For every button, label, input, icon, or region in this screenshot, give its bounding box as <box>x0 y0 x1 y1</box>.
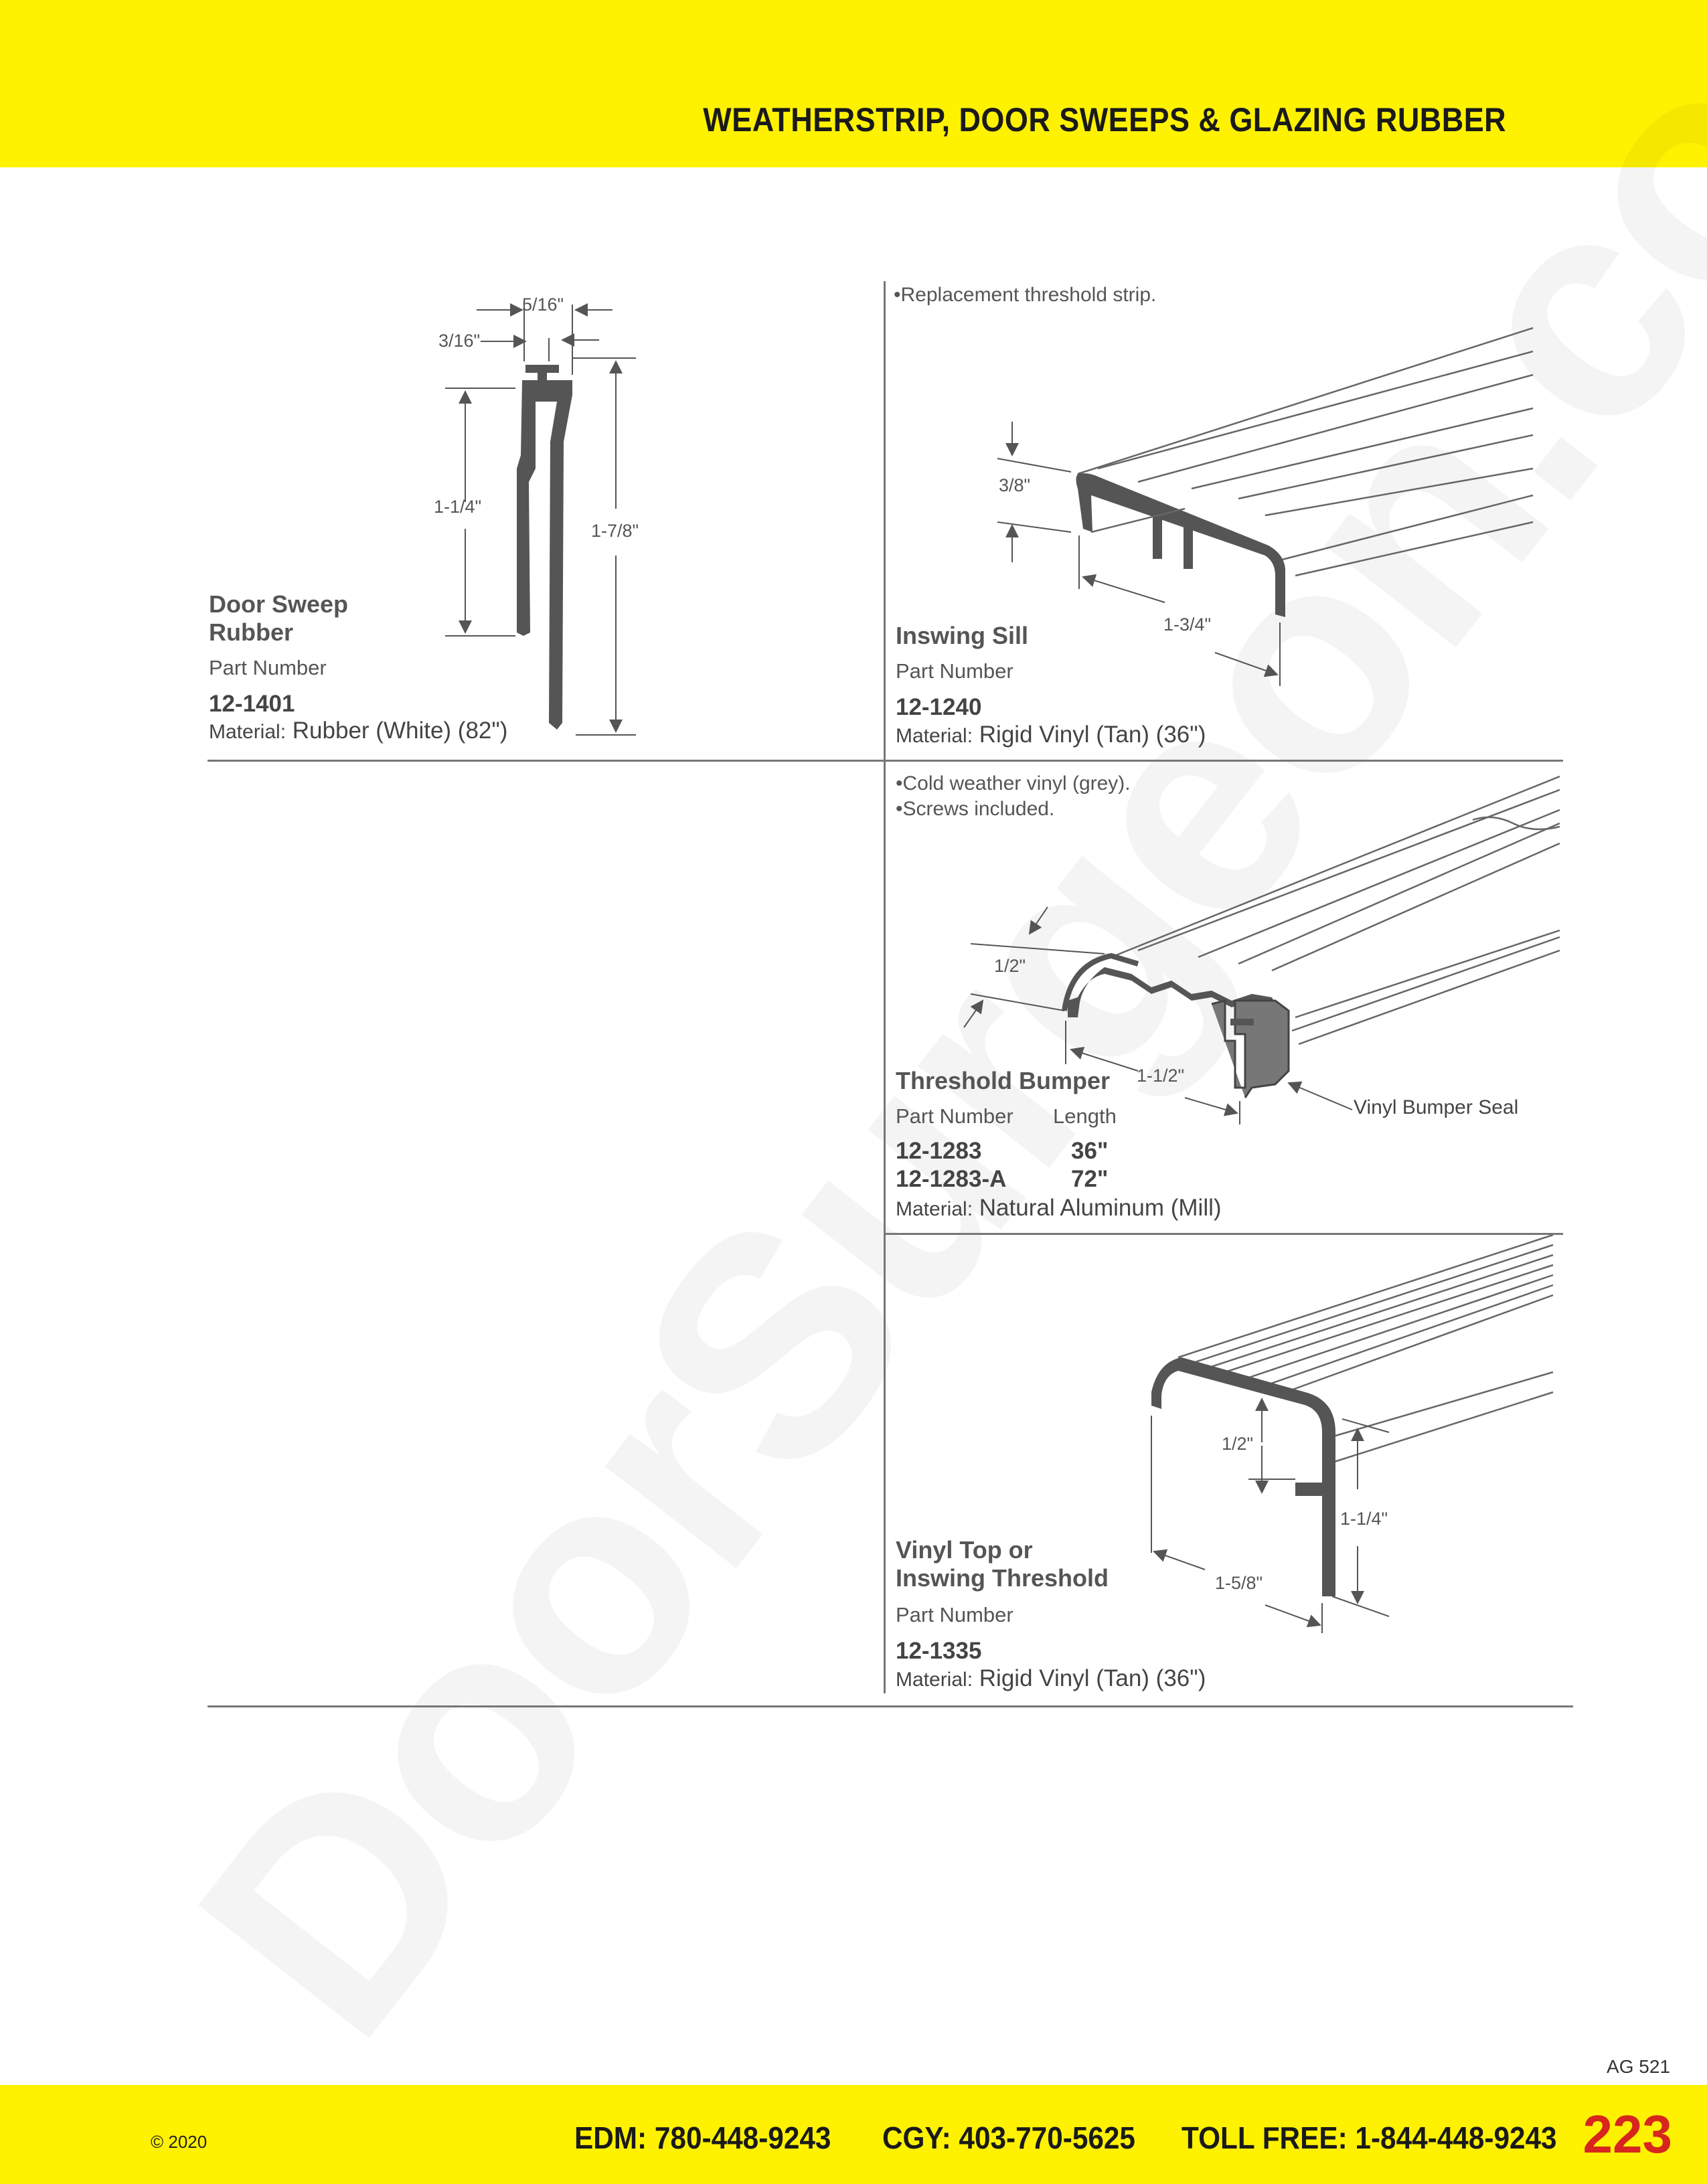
inswing-sill-part-number: 12-1240 <box>896 694 982 720</box>
copyright: © 2020 <box>151 2132 208 2152</box>
dim-3-16: 3/16" <box>438 331 481 351</box>
door-sweep-name-1: Door Sweep <box>209 590 349 618</box>
page-number: 223 <box>1582 2104 1672 2164</box>
vinyl-top-material: Material: Rigid Vinyl (Tan) (36") <box>896 1665 1206 1691</box>
threshold-bumper-part-label: Part Number <box>896 1104 1013 1128</box>
phone-cgy: CGY: 403-770-5625 <box>882 2120 1135 2155</box>
dim-5-16: 5/16" <box>522 295 564 315</box>
door-sweep-material: Material: Rubber (White) (82") <box>209 718 508 744</box>
vinyl-top-part-label: Part Number <box>896 1603 1013 1626</box>
catalog-code: AG 521 <box>1607 2056 1670 2077</box>
dim-1-3-4: 1-3/4" <box>1163 614 1212 635</box>
door-sweep-part-label: Part Number <box>209 656 327 679</box>
threshold-bumper-note-1: •Cold weather vinyl (grey). <box>896 772 1131 794</box>
threshold-bumper-length-label: Length <box>1053 1104 1117 1128</box>
dim-3-8: 3/8" <box>999 475 1031 495</box>
vinyl-top-drawing <box>1151 1235 1553 1633</box>
door-sweep-part-number: 12-1401 <box>209 691 295 717</box>
dim-1-1-4-vinyl: 1-1/4" <box>1340 1509 1388 1529</box>
vinyl-top-part-number: 12-1335 <box>896 1638 982 1664</box>
threshold-bumper-name: Threshold Bumper <box>896 1067 1111 1094</box>
threshold-bumper-note-2: •Screws included. <box>896 798 1055 820</box>
phone-edm: EDM: 780-448-9243 <box>574 2120 831 2155</box>
door-sweep-name-2: Rubber <box>209 618 293 646</box>
inswing-sill-note: •Replacement threshold strip. <box>894 284 1157 306</box>
dim-1-5-8: 1-5/8" <box>1215 1573 1263 1593</box>
dim-1-2-bumper: 1/2" <box>994 956 1026 976</box>
vinyl-top-name-2: Inswing Threshold <box>896 1564 1109 1592</box>
threshold-bumper-material: Material: Natural Aluminum (Mill) <box>896 1195 1222 1221</box>
vinyl-bumper-seal-callout: Vinyl Bumper Seal <box>1354 1096 1519 1118</box>
vinyl-top-name-1: Vinyl Top or <box>896 1536 1033 1564</box>
threshold-bumper-part-2: 12-1283-A <box>896 1166 1007 1192</box>
inswing-sill-name: Inswing Sill <box>896 622 1029 649</box>
inswing-sill-part-label: Part Number <box>896 659 1013 683</box>
inswing-sill-material: Material: Rigid Vinyl (Tan) (36") <box>896 722 1206 748</box>
page-title: WEATHERSTRIP, DOOR SWEEPS & GLAZING RUBBER <box>703 101 1506 139</box>
threshold-bumper-length-2: 72" <box>1071 1166 1109 1192</box>
dim-1-2-vinyl: 1/2" <box>1222 1434 1254 1454</box>
dim-1-1-2: 1-1/2" <box>1137 1066 1185 1086</box>
inswing-sill-drawing <box>997 328 1533 686</box>
threshold-bumper-length-1: 36" <box>1071 1138 1109 1164</box>
dim-1-7-8: 1-7/8" <box>591 521 639 541</box>
threshold-bumper-part-1: 12-1283 <box>896 1138 982 1164</box>
footer-bar <box>0 2085 1707 2184</box>
dim-1-1-4: 1-1/4" <box>434 497 482 517</box>
door-sweep-drawing <box>445 305 636 735</box>
phone-toll-free: TOLL FREE: 1-844-448-9243 <box>1182 2120 1557 2155</box>
